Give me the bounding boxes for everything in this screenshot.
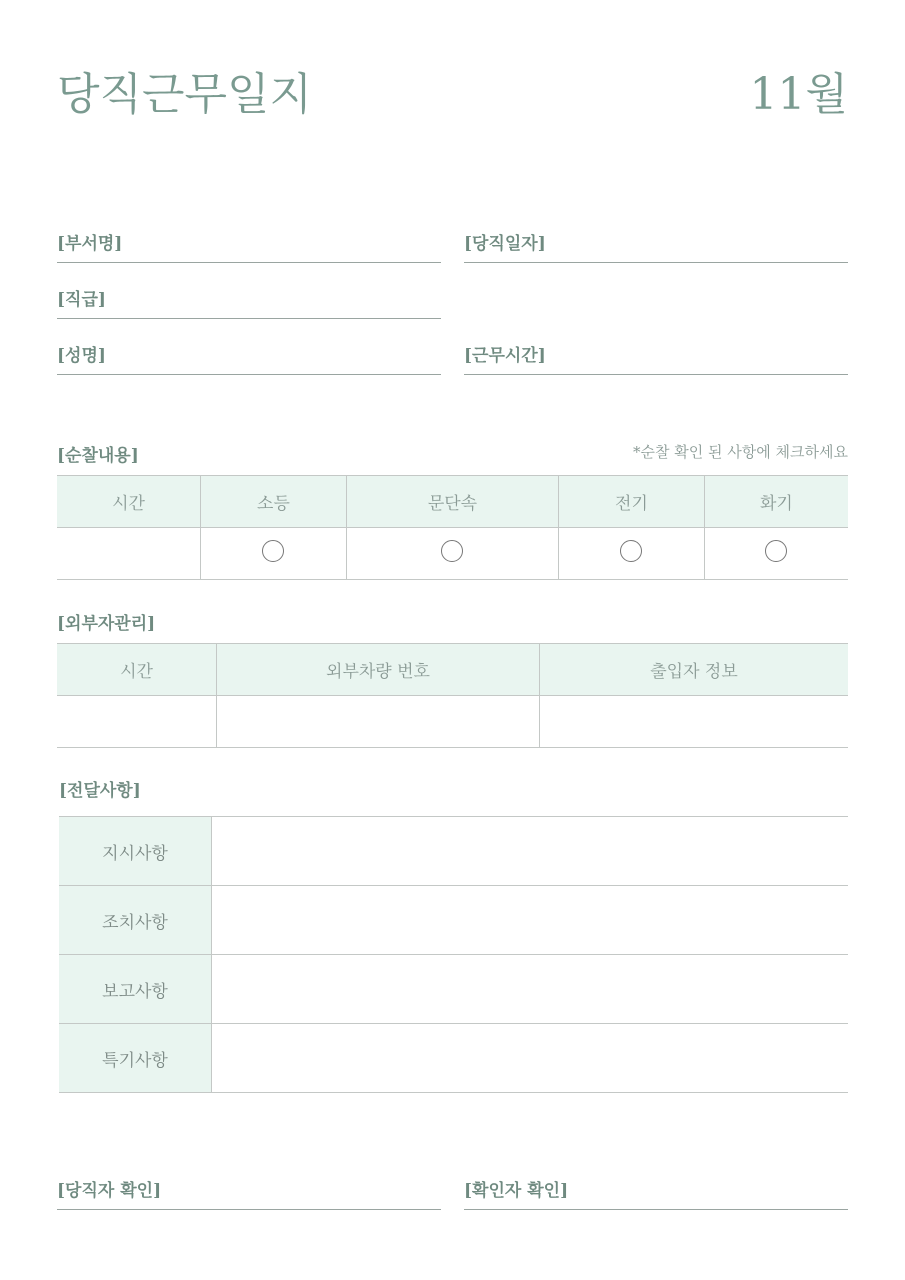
rank-field[interactable] [57,288,441,319]
name-field[interactable] [57,344,441,375]
table-row [59,955,848,1024]
rank-label: [직급] [57,290,106,310]
col-header: 외부차량 번호 [217,644,540,696]
patrol-table [57,475,848,580]
month-label: 11월 [749,69,848,120]
col-header: 화기 [704,476,848,528]
col-header: 시간 [57,644,217,696]
visitors-table [57,643,848,748]
table-row [59,886,848,955]
page-title: 당직근무일지 [57,69,313,120]
name-label: [성명] [57,346,106,366]
work-time-field[interactable] [464,344,848,375]
table-row [59,817,848,886]
table-row [57,696,848,748]
confirmer-signature[interactable] [464,1179,848,1210]
patrol-note: *순찰 확인 된 사항에 체크하세요 [633,443,848,461]
col-header: 소등 [201,476,347,528]
confirmer-label: [확인자 확인] [464,1181,569,1201]
row-label: 조치사항 [59,886,212,955]
row-label: 지시사항 [59,817,212,886]
duty-officer-signature[interactable] [57,1179,441,1210]
visitor-info-cell[interactable] [540,696,849,748]
time-cell[interactable] [57,528,201,580]
duty-date-label: [당직일자] [464,234,546,254]
fire-check-circle[interactable] [765,540,787,562]
row-content[interactable] [212,817,849,886]
col-header: 출입자 정보 [540,644,849,696]
department-field[interactable] [57,232,441,263]
row-label: 보고사항 [59,955,212,1024]
table-row [57,528,848,580]
electric-check-circle[interactable] [620,540,642,562]
visitors-title: [외부자관리] [57,614,156,634]
row-content[interactable] [212,1024,849,1093]
col-header: 전기 [559,476,705,528]
row-label: 특기사항 [59,1024,212,1093]
row-content[interactable] [212,886,849,955]
messages-table [59,816,848,1093]
lock-check-circle[interactable] [441,540,463,562]
vehicle-cell[interactable] [217,696,540,748]
duty-officer-label: [당직자 확인] [57,1181,162,1201]
col-header: 문단속 [346,476,558,528]
lights-check-circle[interactable] [262,540,284,562]
work-time-label: [근무시간] [464,346,546,366]
patrol-title: [순찰내용] [57,446,139,466]
col-header: 시간 [57,476,201,528]
duty-date-field[interactable] [464,232,848,263]
messages-title: [전달사항] [59,781,141,801]
department-label: [부서명] [57,234,123,254]
table-row [59,1024,848,1093]
time-cell[interactable] [57,696,217,748]
row-content[interactable] [212,955,849,1024]
